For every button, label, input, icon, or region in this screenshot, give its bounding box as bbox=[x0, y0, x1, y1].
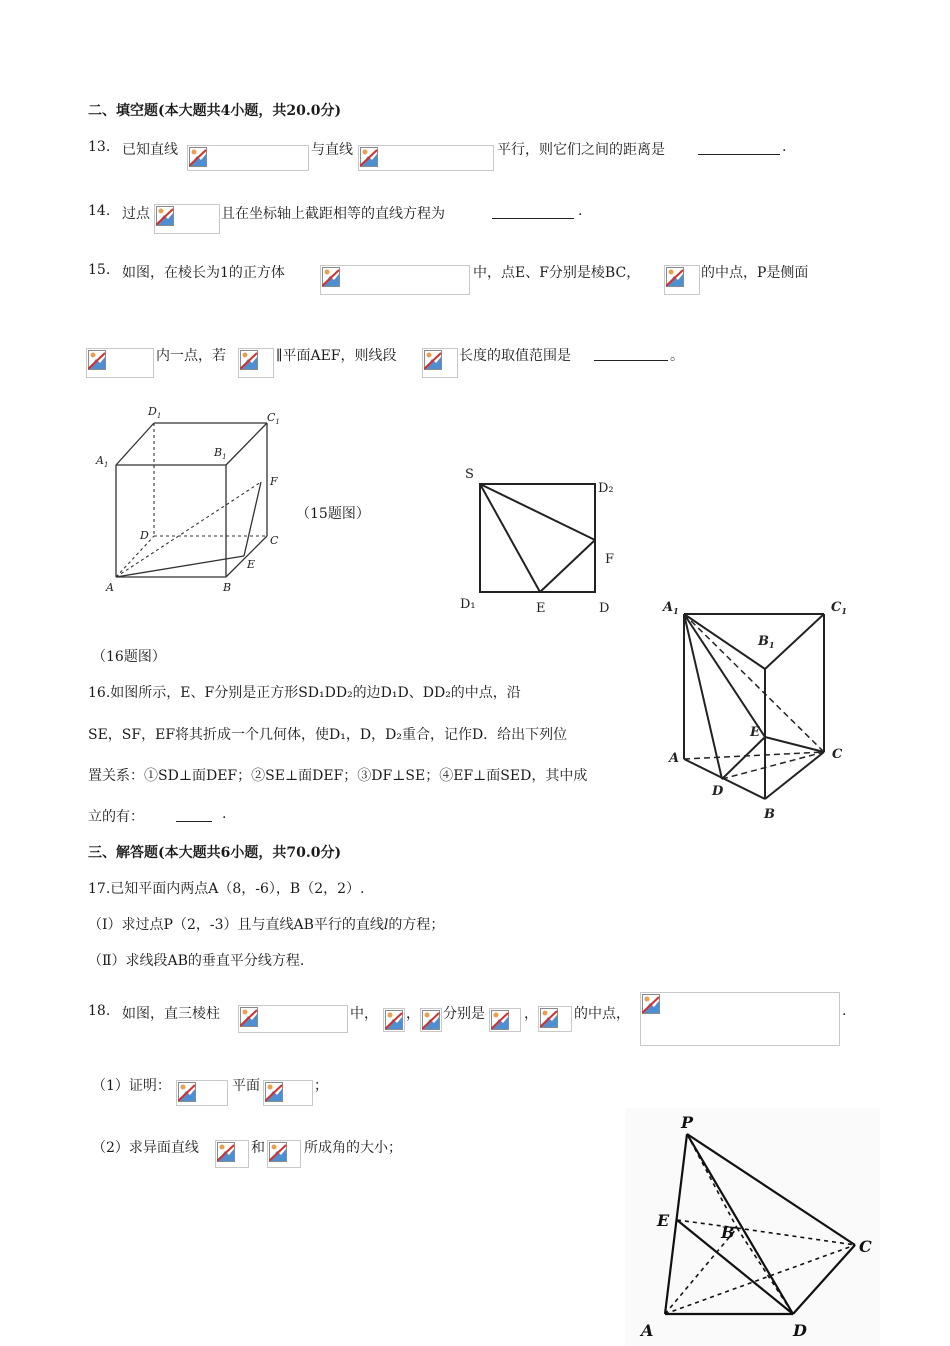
q18-part2-text-c: 所成角的大小； bbox=[304, 1140, 402, 1156]
label-e: E bbox=[750, 725, 760, 740]
q13-end: . bbox=[782, 139, 787, 155]
figure-pyramid bbox=[625, 1108, 880, 1346]
figure-prism bbox=[660, 592, 860, 832]
q18-text1: 如图，直三棱柱 bbox=[122, 1006, 220, 1022]
q18-part1-text-a: （1）证明： bbox=[92, 1078, 171, 1094]
image-placeholder-icon bbox=[267, 1140, 301, 1168]
q16-answer-blank[interactable] bbox=[176, 806, 212, 822]
image-placeholder-icon bbox=[215, 1140, 249, 1168]
label-d1: D₁ bbox=[460, 597, 476, 612]
image-placeholder-icon bbox=[383, 1008, 405, 1032]
label-b: B bbox=[764, 807, 775, 822]
fig15-caption: （15题图） bbox=[296, 506, 370, 522]
label-f: F bbox=[270, 475, 278, 488]
image-placeholder-icon bbox=[640, 992, 840, 1046]
image-placeholder-icon bbox=[358, 145, 494, 171]
q15-text6: 长度的取值范围是 bbox=[459, 348, 571, 364]
image-placeholder-icon bbox=[489, 1008, 521, 1032]
label-a: A bbox=[106, 581, 114, 594]
label-a1: $A_1$ bbox=[96, 454, 109, 469]
label-c: C bbox=[859, 1237, 872, 1256]
q13-answer-blank[interactable] bbox=[698, 139, 780, 155]
q15-text2: 中，点E、F分别是棱BC， bbox=[473, 265, 641, 281]
q18-part2-text-b: 和 bbox=[251, 1140, 265, 1156]
image-placeholder-icon bbox=[422, 348, 458, 378]
label-a: A bbox=[641, 1321, 654, 1340]
q15-text5: ∥平面AEF，则线段 bbox=[276, 348, 397, 364]
image-placeholder-icon bbox=[664, 265, 700, 295]
image-placeholder-icon bbox=[263, 1080, 313, 1106]
label-a: A bbox=[669, 751, 680, 766]
q14-num: 14. bbox=[88, 203, 111, 219]
q18-text2: 中， bbox=[350, 1006, 378, 1022]
label-f: F bbox=[605, 552, 615, 567]
q16-line3: 置关系：①SD⊥面DEF；②SE⊥面DEF；③DF⊥SE；④EF⊥面SED，其中成 bbox=[88, 768, 588, 784]
q13-text3: 平行，则它们之间的距离是 bbox=[497, 142, 665, 158]
section-2-heading: 二、填空题(本大题共4小题，共20.0分) bbox=[88, 103, 342, 119]
q15-text4: 内一点，若 bbox=[156, 348, 226, 364]
image-placeholder-icon bbox=[176, 1080, 228, 1106]
figure-16-square bbox=[455, 460, 625, 620]
label-b1: $B_1$ bbox=[214, 446, 227, 461]
label-d1: $D_1$ bbox=[148, 405, 162, 420]
q18-text5: ， bbox=[524, 1006, 538, 1022]
q17-stem: 17.已知平面内两点A（8，-6），B（2，2）. bbox=[88, 881, 365, 897]
q18-part1-text-b: 平面 bbox=[232, 1078, 260, 1094]
q17-part2: （Ⅱ）求线段AB的垂直平分线方程. bbox=[88, 953, 305, 969]
q15-num: 15. bbox=[88, 262, 111, 278]
label-d: D bbox=[140, 529, 149, 542]
q15-text1: 如图，在棱长为1的正方体 bbox=[122, 265, 285, 281]
label-e: E bbox=[247, 558, 256, 571]
image-placeholder-icon bbox=[86, 348, 154, 378]
label-e: E bbox=[536, 601, 546, 616]
q14-text1: 过点 bbox=[122, 206, 150, 222]
q16-line1: 16.如图所示，E、F分别是正方形SD₁DD₂的边D₁D、DD₂的中点，沿 bbox=[88, 685, 521, 701]
q15-text3: 的中点，P是侧面 bbox=[701, 265, 809, 281]
q18-num: 18. bbox=[88, 1003, 111, 1019]
q15-end: 。 bbox=[670, 348, 684, 364]
q16-line4: 立的有： bbox=[88, 809, 144, 825]
q16-line2: SE，SF，EF将其折成一个几何体，使D₁，D，D₂重合，记作D．给出下列位 bbox=[88, 727, 568, 743]
label-c: C bbox=[270, 534, 279, 547]
label-c1: $C_1$ bbox=[267, 411, 280, 426]
label-d2: D₂ bbox=[598, 481, 614, 496]
image-placeholder-icon bbox=[320, 265, 470, 295]
q16-end: . bbox=[222, 806, 227, 822]
figure-15-cube bbox=[90, 400, 290, 600]
image-placeholder-icon bbox=[238, 348, 274, 378]
image-placeholder-icon bbox=[420, 1008, 442, 1032]
image-placeholder-icon bbox=[154, 204, 220, 234]
label-d: D bbox=[712, 784, 724, 799]
label-b: B bbox=[721, 1223, 735, 1242]
q18-text3: ， bbox=[406, 1006, 420, 1022]
label-b: B bbox=[223, 581, 232, 594]
label-c: C bbox=[832, 747, 843, 762]
label-b1: $B_1$ bbox=[758, 634, 775, 650]
q14-answer-blank[interactable] bbox=[492, 203, 574, 219]
q14-text2: 且在坐标轴上截距相等的直线方程为 bbox=[221, 206, 445, 222]
label-a1: $A_1$ bbox=[663, 600, 679, 616]
q13-text1: 已知直线 bbox=[122, 142, 178, 158]
image-placeholder-icon bbox=[238, 1005, 348, 1033]
image-placeholder-icon bbox=[187, 145, 309, 171]
fig16-caption: （16题图） bbox=[92, 649, 166, 665]
q15-answer-blank[interactable] bbox=[594, 345, 668, 361]
section-3-heading: 三、解答题(本大题共6小题，共70.0分) bbox=[88, 845, 342, 861]
q18-text4: 分别是 bbox=[443, 1006, 485, 1022]
label-e: E bbox=[657, 1211, 670, 1230]
label-c1: $C_1$ bbox=[831, 600, 847, 616]
q18-text6: 的中点， bbox=[574, 1006, 630, 1022]
q18-part2-text-a: （2）求异面直线 bbox=[92, 1140, 199, 1156]
q18-part1-text-c: ； bbox=[314, 1078, 328, 1094]
q13-num: 13. bbox=[88, 139, 111, 155]
q14-end: . bbox=[578, 203, 583, 219]
label-d: D bbox=[599, 601, 610, 616]
q18-end: . bbox=[842, 1003, 847, 1019]
label-p: P bbox=[681, 1113, 694, 1132]
q17-part1: （Ⅰ）求过点P（2，-3）且与直线AB平行的直线l的方程； bbox=[88, 917, 445, 933]
q13-text2: 与直线 bbox=[311, 142, 353, 158]
label-d: D bbox=[793, 1321, 807, 1340]
label-s: S bbox=[465, 467, 474, 482]
image-placeholder-icon bbox=[538, 1006, 572, 1032]
